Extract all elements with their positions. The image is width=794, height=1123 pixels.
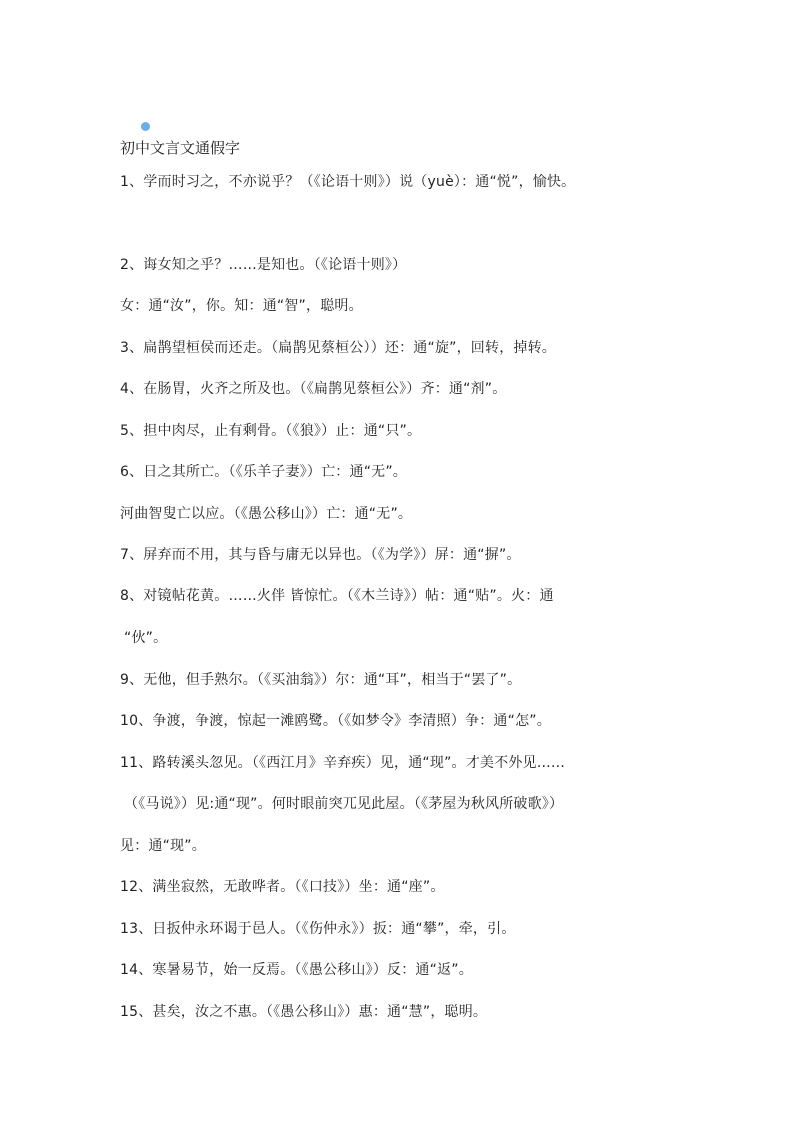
- text-line-6: 5、担中肉尽，止有剩骨。（《狼》）止：通“只”。: [120, 423, 422, 439]
- text-line-16: 见：通“现”。: [120, 838, 206, 854]
- text-line-15: （《马说》）见:通“现”。何时眼前突兀见此屋。（《茅屋为秋风所破歌》）: [124, 796, 564, 812]
- text-line-19: 14、寒暑易节，始一反焉。（《愚公移山》）反：通“返”。: [120, 962, 473, 978]
- text-line-8: 河曲智叟亡以应。（《愚公移山》）亡：通“无”。: [120, 506, 413, 522]
- text-line-14: 11、路转溪头忽见。（《西江月》辛弃疾）见，通“现”。才美不外见……: [120, 755, 566, 771]
- text-line-7: 6、日之其所亡。（《乐羊子妻》）亡：通“无”。: [120, 464, 408, 480]
- text-line-17: 12、满坐寂然，无敢哗者。（《口技》）坐：通“座”。: [120, 879, 445, 895]
- document-title: 初中文言文通假字: [120, 139, 241, 157]
- bullet-dot-icon: [141, 122, 150, 131]
- text-line-13: 10、争渡，争渡，惊起一滩鸥鹭。（《如梦令》李清照）争：通“怎”。: [120, 713, 551, 729]
- text-line-10: 8、对镜帖花黄。……火伴 皆惊忙。（《木兰诗》）帖：通“贴”。火：通: [120, 588, 554, 604]
- text-line-9: 7、屏弃而不用，其与昏与庸无以异也。（《为学》）屏：通“摒”。: [120, 547, 521, 563]
- text-line-1: 1、学而时习之，不亦说乎？（《论语十则》）说（yuè）：通“悦”，愉快。: [120, 174, 576, 190]
- text-line-4: 3、扁鹊望桓侯而还走。（扁鹊见蔡桓公））还：通“旋”，回转，掉转。: [120, 340, 557, 356]
- text-line-5: 4、在肠胃，火齐之所及也。（《扁鹊见蔡桓公》）齐：通“剂”。: [120, 381, 507, 397]
- text-line-11: “伙”。: [124, 630, 168, 646]
- text-line-20: 15、甚矣，汝之不惠。（《愚公移山》）惠：通“慧”，聪明。: [120, 1004, 488, 1020]
- text-line-18: 13、日扳仲永环谒于邑人。（《伤仲永》）扳：通“攀”，牵，引。: [120, 921, 516, 937]
- text-line-3: 女：通“汝”，你。知：通“智”，聪明。: [120, 298, 363, 314]
- text-line-12: 9、无他，但手熟尔。（《买油翁》）尔：通“耳”，相当于“罢了”。: [120, 672, 522, 688]
- text-line-2: 2、诲女知之乎？……是知也。（《论语十则》）: [120, 257, 407, 273]
